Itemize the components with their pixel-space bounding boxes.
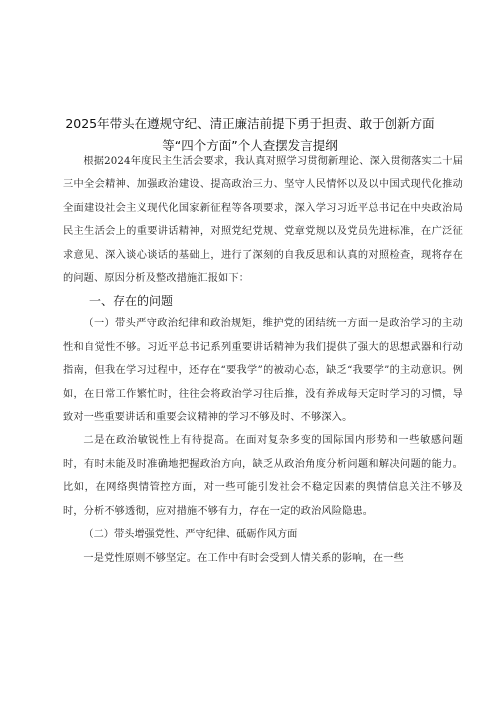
subsection-2-heading: （二）带头增强党性、严守纪律、砥砺作风方面 [83,529,298,541]
section-heading-problems: 一、存在的问题 [89,294,174,309]
subsection-1-paragraph: （一）带头严守政治纪律和政治规矩，维护党的团结统一方面一是政治学习的主动性和自觉性不够。习近平总书记系列重要讲话精神为我们提供了强大的思想武器和行动指南，但我在学习过程中，还存在“要我学”的被动心态，缺乏“我要学”的主动意识。例如，在日常工作繁忙时，往往会将政治学习往后推，没有养成每天定时学习的习惯，导致对一些重要讲话和重要会议精神的学习不够及时、不够深入。 [63,318,463,424]
document-title-line2: 等“四个方面”个人查摆发言提纲 [162,138,338,153]
intro-paragraph: 根据2024年度民主生活会要求，我认真对照学习贯彻新理论、深入贯彻落实二十届三中全会精神、加强政治建设、提高政治三力、坚守人民情怀以及以中国式现代化推动全面建设社会主义现代化国家新征程等各项要求，深入学习习近平总书记在中央政治局民主生活会上的重要讲话精神，对照党纪党规、党章党规以及党员先进标准，在广泛征求意见、深入谈心谈话的基础上，进行了深刻的自我反思和认真的对照检查，现将存在的问题、原因分析及整改措施汇报如下： [63,156,463,285]
document-title-line1: 2025年带头在遵规守纪、清正廉洁前提下勇于担责、敢于创新方面 [65,116,435,131]
document-body [63,150,463,570]
paragraph-political-sensitivity: 二是在政治敏锐性上有待提高。在面对复杂多变的国际国内形势和一些敏感问题时，有时未能及时准确地把握政治方向，缺乏从政治角度分析问题和解决问题的能力。比如，在网络舆情管控方面，对一些可能引发社会不稳定因素的舆情信息关注不够及时，分析不够透彻，应对措施不够有力，存在一定的政治风险隐患。 [63,435,463,517]
paragraph-party-spirit: 一是党性原则不够坚定。在工作中有时会受到人情关系的影响，在一些 [83,552,404,564]
